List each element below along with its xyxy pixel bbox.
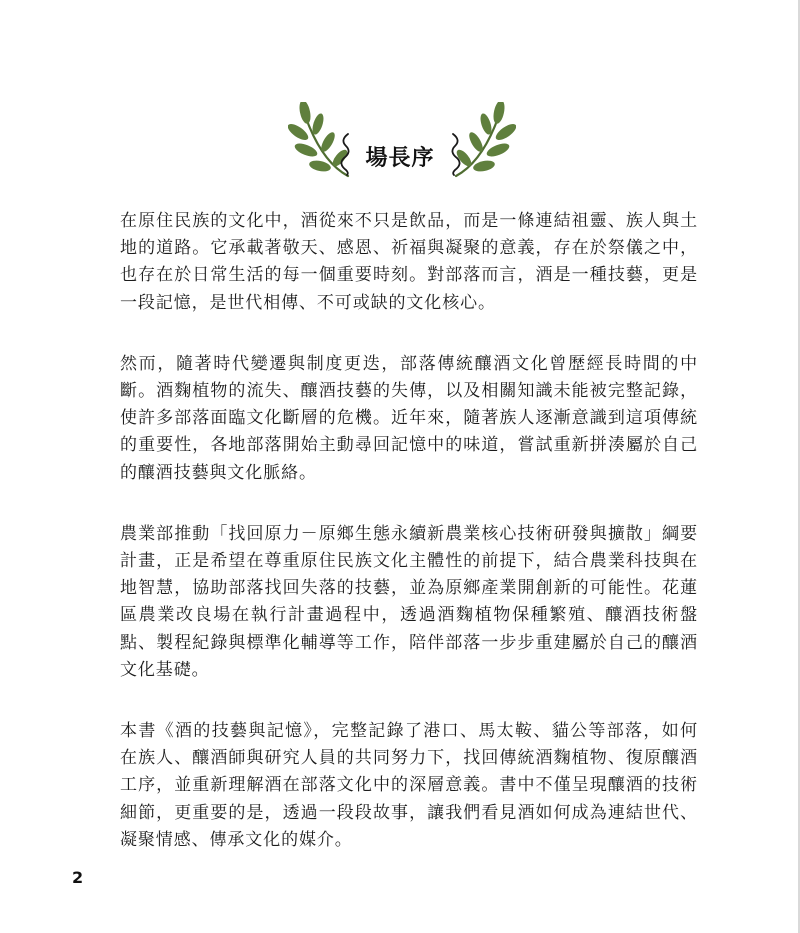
body-text — [120, 208, 698, 888]
laurel-branch-icon — [436, 102, 516, 182]
paragraph: 農業部推動「找回原力－原鄉生態永續新農業核心技術研發與擴散」綱要計畫，正是希望在尊重原住民族文化主體性的前提下，結合農業科技與在地智慧，協助部落找回失落的技藝，並為原鄉產業開創新的可能性。花蓮區農業改良場在執行計畫過程中，透過酒麴植物保種繁殖、釀酒技術盤點、製程紀錄與標準化輔導等工作，陪伴部落一步步重建屬於自己的釀酒文化基礎。 — [120, 523, 698, 680]
section-heading — [0, 102, 800, 182]
paragraph: 在原住民族的文化中，酒從來不只是飲品，而是一條連結祖靈、族人與土地的道路。它承載著敬天、感恩、祈福與凝聚的意義，存在於祭儀之中，也存在於日常生活的每一個重要時刻。對部落而言，酒是一種技藝，更是一段記憶，是世代相傳、不可或缺的文化核心。 — [120, 211, 698, 313]
paragraph: 然而，隨著時代變遷與制度更迭，部落傳統釀酒文化曾歷經長時間的中斷。酒麴植物的流失、釀酒技藝的失傳，以及相關知識未能被完整記錄，使許多部落面臨文化斷層的危機。近年來，隨著族人逐漸意識到這項傳統的重要性，各地部落開始主動尋回記憶中的味道，嘗試重新拼湊屬於自己的釀酒技藝與文化脈絡。 — [120, 353, 698, 483]
page-number: 2 — [72, 868, 84, 887]
page-title: 場長序 — [365, 145, 435, 171]
paragraph: 本書《酒的技藝與記憶》，完整記錄了港口、馬太鞍、貓公等部落，如何在族人、釀酒師與研究人員的共同努力下，找回傳統酒麴植物、復原釀酒工序，並重新理解酒在部落文化中的深層意義。書中不僅呈現釀酒的技術細節，更重要的是，透過一段段故事，讓我們看見酒如何成為連結世代、凝聚情感、傳承文化的媒介。 — [120, 721, 698, 850]
